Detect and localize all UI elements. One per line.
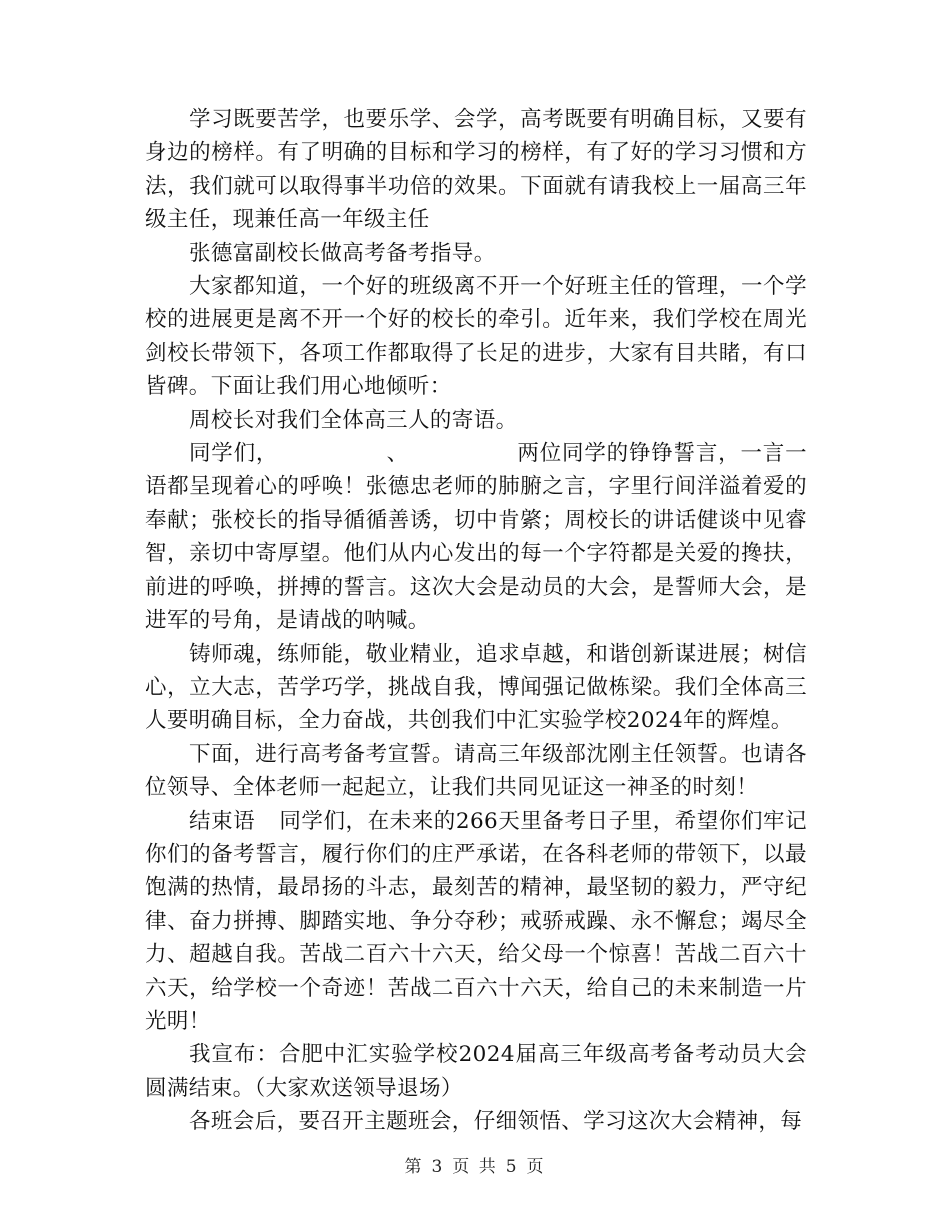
paragraph: 周校长对我们全体高三人的寄语。 (189, 407, 518, 433)
closing-text: 同学们，在未来的266天里备考日子里，希望你们牢记你们的备考誓言，履行你们的庄严承诺，在各科老师的带领下，以最饱满的热情，最昂扬的斗志，最刻苦的精神，最坚韧的毅力，严守纪律、奋力拼搏、脚踏实地、争分夺秒；戒骄戒躁、永不懈怠；竭尽全力、超越自我。苦战二百六十六天，给父母一个惊喜！苦战二百六十六天，给学校一个奇迹！苦战二百六十六天，给自己的未来制造一片光明！ (145, 808, 808, 1034)
paragraph: 学习既要苦学，也要乐学、会学，高考既要有明确目标，又要有身边的榜样。有了明确的目标和学习的榜样，有了好的学习习惯和方法，我们就可以取得事半功倍的效果。下面就有请我校上一届高三年级主任，现兼任高一年级主任 (145, 107, 807, 233)
footer-page-number: 3 (431, 1157, 445, 1177)
paragraph-start: 同学们， (189, 441, 279, 467)
paragraph-closing (145, 805, 807, 1039)
footer-total-pages: 5 (505, 1157, 519, 1177)
paragraph-separator: 、 (386, 441, 409, 467)
closing-label: 结束语 (189, 808, 256, 834)
paragraph: 大家都知道，一个好的班级离不开一个好班主任的管理，一个学校的进展更是离不开一个好的校长的牵引。近年来，我们学校在周光剑校长带领下，各项工作都取得了长足的进步，大家有目共睹，有口皆碑。下面让我们用心地倾听： (145, 274, 807, 400)
footer-prefix: 第 (404, 1157, 424, 1177)
paragraph: 张德富副校长做高考备考指导。 (189, 240, 496, 266)
footer-suffix: 页 (526, 1157, 546, 1177)
paragraph: 下面，进行高考备考宣誓。请高三年级部沈刚主任领誓。也请各位领导、全体老师一起起立，让我们共同见证这一神圣的时刻！ (145, 741, 807, 801)
page-footer (0, 1152, 950, 1177)
paragraph: 各班会后，要召开主题班会，仔细领悟、学习这次大会精神，每 (189, 1109, 803, 1135)
document-body (145, 103, 807, 1139)
footer-mid: 页 共 (452, 1157, 498, 1177)
paragraph-students-oath (145, 437, 807, 637)
paragraph-rest: 两位同学的铮铮誓言，一言一语都呈现着心的呼唤！张德忠老师的肺腑之言，字里行间洋溢着爱的奉献；张校长的指导循循善诱，切中肯綮；周校长的讲话健谈中见睿智，亲切中寄厚望。他们从内心发出的每一个字符都是关爱的搀扶，前进的呼唤，拼搏的誓言。这次大会是动员的大会，是誓师大会，是进军的号角，是请战的呐喊。 (145, 441, 808, 634)
paragraph: 铸师魂，练师能，敬业精业，追求卓越，和谐创新谋进展；树信心，立大志，苦学巧学，挑战自我，博闻强记做栋梁。我们全体高三人要明确目标，全力奋战，共创我们中汇实验学校2024年的辉煌。 (145, 641, 807, 734)
paragraph: 我宣布：合肥中汇实验学校2024届高三年级高考备考动员大会圆满结束。（大家欢送领导退场） (145, 1042, 807, 1101)
